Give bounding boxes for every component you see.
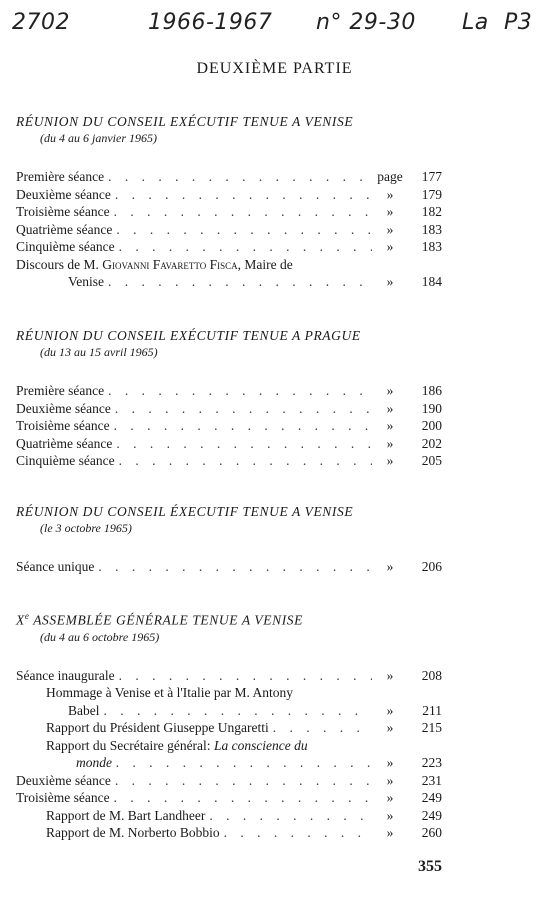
section-subtitle: (du 13 au 15 avril 1965) xyxy=(40,345,158,359)
entry-page: 179 xyxy=(421,186,442,202)
toc-entry[interactable] xyxy=(16,186,442,204)
toc-entry[interactable] xyxy=(16,203,442,221)
entry-label: Première séance xyxy=(16,383,105,398)
entry-page: 249 xyxy=(421,807,442,823)
entry-ditto: » xyxy=(386,418,394,433)
entry-ditto: » xyxy=(386,221,394,237)
entry-label-italic: La conscience du xyxy=(213,737,308,753)
handwritten-note-la: La xyxy=(462,10,489,35)
section-subtitle: (le 3 octobre 1965) xyxy=(40,521,132,535)
leader-dots xyxy=(111,400,372,418)
entry-page: 184 xyxy=(421,274,442,289)
toc-entry-continuation xyxy=(16,702,442,720)
toc-entry[interactable] xyxy=(16,417,442,435)
handwritten-note-p3: P3 xyxy=(504,10,533,35)
section-venise-octobre xyxy=(16,503,442,576)
entry-label: Troisième séance xyxy=(16,790,110,805)
entry-ditto: » xyxy=(386,825,394,840)
leader-dots xyxy=(112,754,372,772)
entry-label: monde xyxy=(76,755,112,770)
entry-label: Séance inaugurale xyxy=(16,667,115,683)
toc-entry-hommage[interactable] xyxy=(16,684,442,702)
leader-dots xyxy=(115,452,372,470)
entry-label: Quatrième séance xyxy=(16,221,113,237)
entry-label: Rapport de M. Bart Landheer xyxy=(46,807,206,823)
entry-ditto: » xyxy=(386,400,394,416)
entry-page: 249 xyxy=(421,790,442,805)
entry-label: Rapport de M. Norberto Bobbio xyxy=(46,825,220,840)
toc-entry[interactable] xyxy=(16,719,442,737)
leader-dots xyxy=(205,807,372,825)
toc-entries xyxy=(16,168,442,291)
entry-page: 215 xyxy=(421,720,442,735)
section-title-text: ASSEMBLÉE GÉNÉRALE TENUE A VENISE xyxy=(29,612,303,628)
entry-label: Séance unique xyxy=(16,559,95,574)
entry-label: Troisième séance xyxy=(16,418,110,433)
section-title: RÉUNION DU CONSEIL EXÉCUTIF TENUE A PRAGUE xyxy=(16,328,361,343)
section-subtitle: (du 4 au 6 octobre 1965) xyxy=(40,629,160,644)
entry-label: Venise xyxy=(68,274,104,289)
entry-person-name: Giovanni Favaretto Fisca xyxy=(102,256,238,272)
leader-dots xyxy=(115,667,372,685)
toc-entry[interactable] xyxy=(16,772,442,790)
entry-label: Rapport du Président Giuseppe Ungaretti xyxy=(46,720,269,735)
leader-dots xyxy=(110,789,372,807)
section-title-sup: e xyxy=(24,611,30,621)
leader-dots xyxy=(104,273,372,291)
section-venise-janvier xyxy=(16,113,442,291)
section-title: RÉUNION DU CONSEIL EXÉCUTIF TENUE A VENISE xyxy=(16,114,354,129)
handwritten-note-number: 2702 xyxy=(12,10,70,35)
section-prague xyxy=(16,327,442,470)
leader-dots xyxy=(94,558,372,576)
entry-label: Cinquième séance xyxy=(16,453,115,468)
toc-entry-discours[interactable] xyxy=(16,256,442,274)
entry-ditto: » xyxy=(386,807,394,823)
leader-dots xyxy=(112,221,372,239)
entry-ditto: » xyxy=(386,559,394,574)
section-subtitle: (du 4 au 6 janvier 1965) xyxy=(40,131,157,145)
entry-ditto: » xyxy=(386,274,394,289)
part-title: DEUXIÈME PARTIE xyxy=(196,60,353,77)
leader-dots xyxy=(110,417,372,435)
toc-entry[interactable] xyxy=(16,238,442,256)
entry-ditto: » xyxy=(386,667,394,683)
entry-label: Quatrième séance xyxy=(16,435,113,451)
entry-ditto: » xyxy=(386,720,394,735)
section-title xyxy=(16,608,442,629)
entry-page: 206 xyxy=(421,559,442,574)
leader-dots xyxy=(220,824,372,842)
page-number: 355 xyxy=(418,858,442,875)
entry-page: 208 xyxy=(421,667,442,683)
toc-entries xyxy=(16,558,442,576)
entry-label: Deuxième séance xyxy=(16,186,111,202)
leader-dots xyxy=(112,435,372,453)
entry-ditto: » xyxy=(386,204,394,219)
leader-dots xyxy=(110,203,372,221)
toc-entries xyxy=(16,382,442,470)
entry-ditto: » xyxy=(386,702,394,718)
entry-page: 205 xyxy=(421,453,442,468)
entry-label: Première séance xyxy=(16,169,105,184)
entry-label: Hommage à Venise et à l'Italie par M. Antony xyxy=(46,685,293,700)
entry-page: 231 xyxy=(421,772,442,788)
leader-dots xyxy=(100,702,373,720)
entry-page: 186 xyxy=(421,383,442,398)
entry-ditto: » xyxy=(386,453,394,468)
entry-label: Cinquième séance xyxy=(16,239,115,254)
leader-dots xyxy=(104,168,372,186)
entry-page: 200 xyxy=(421,418,442,433)
toc-entry-continuation xyxy=(16,273,442,291)
entry-label: Discours de M. xyxy=(16,256,103,272)
section-assemblee-generale xyxy=(16,608,442,842)
entry-ditto: » xyxy=(386,239,394,254)
toc-entry[interactable] xyxy=(16,558,442,576)
toc-entry[interactable] xyxy=(16,789,442,807)
toc-entries xyxy=(16,667,442,842)
entry-label: Deuxième séance xyxy=(16,400,111,416)
toc-entry-secretaire[interactable] xyxy=(16,737,442,755)
entry-page: 183 xyxy=(421,221,442,237)
toc-entry[interactable] xyxy=(16,435,442,453)
leader-dots xyxy=(104,382,372,400)
entry-ditto: » xyxy=(386,772,394,788)
entry-label: Rapport du Secrétaire général: xyxy=(46,737,214,753)
entry-label-suffix: , Maire de xyxy=(237,256,293,272)
handwritten-note-issue: n° 29-30 xyxy=(316,10,416,35)
toc-entry[interactable] xyxy=(16,452,442,470)
entry-page: 177 xyxy=(421,169,442,184)
entry-page: 183 xyxy=(421,239,442,254)
toc-entry[interactable] xyxy=(16,807,442,825)
entry-page: 190 xyxy=(421,400,442,416)
entry-ditto: » xyxy=(386,435,394,451)
entry-ditto: » xyxy=(386,790,394,805)
entry-ditto: » xyxy=(386,755,394,770)
entry-page: 182 xyxy=(421,204,442,219)
entry-label: Troisième séance xyxy=(16,204,110,219)
leader-dots xyxy=(111,186,372,204)
entry-label: Deuxième séance xyxy=(16,772,111,788)
entry-page: 202 xyxy=(421,435,442,451)
entry-page: 223 xyxy=(421,755,442,770)
toc-entry[interactable] xyxy=(16,221,442,239)
entry-page: 260 xyxy=(421,825,442,840)
entry-label: Babel xyxy=(68,702,100,718)
toc-entry[interactable] xyxy=(16,382,442,400)
section-title-numeral: X xyxy=(16,612,25,628)
toc-entry[interactable] xyxy=(16,168,442,186)
leader-dots xyxy=(111,772,372,790)
toc-entry-continuation xyxy=(16,754,442,772)
entry-ditto: » xyxy=(386,186,394,202)
toc-entry[interactable] xyxy=(16,824,442,842)
toc-entry[interactable] xyxy=(16,667,442,685)
toc-entry[interactable] xyxy=(16,400,442,418)
section-title: RÉUNION DU CONSEIL ÉXECUTIF TENUE A VENISE xyxy=(16,504,354,519)
entry-ditto: page xyxy=(377,169,403,184)
leader-dots xyxy=(269,719,372,737)
entry-ditto: » xyxy=(386,383,394,398)
handwritten-note-years: 1966-1967 xyxy=(148,10,273,35)
leader-dots xyxy=(115,238,372,256)
entry-page: 211 xyxy=(422,702,442,718)
